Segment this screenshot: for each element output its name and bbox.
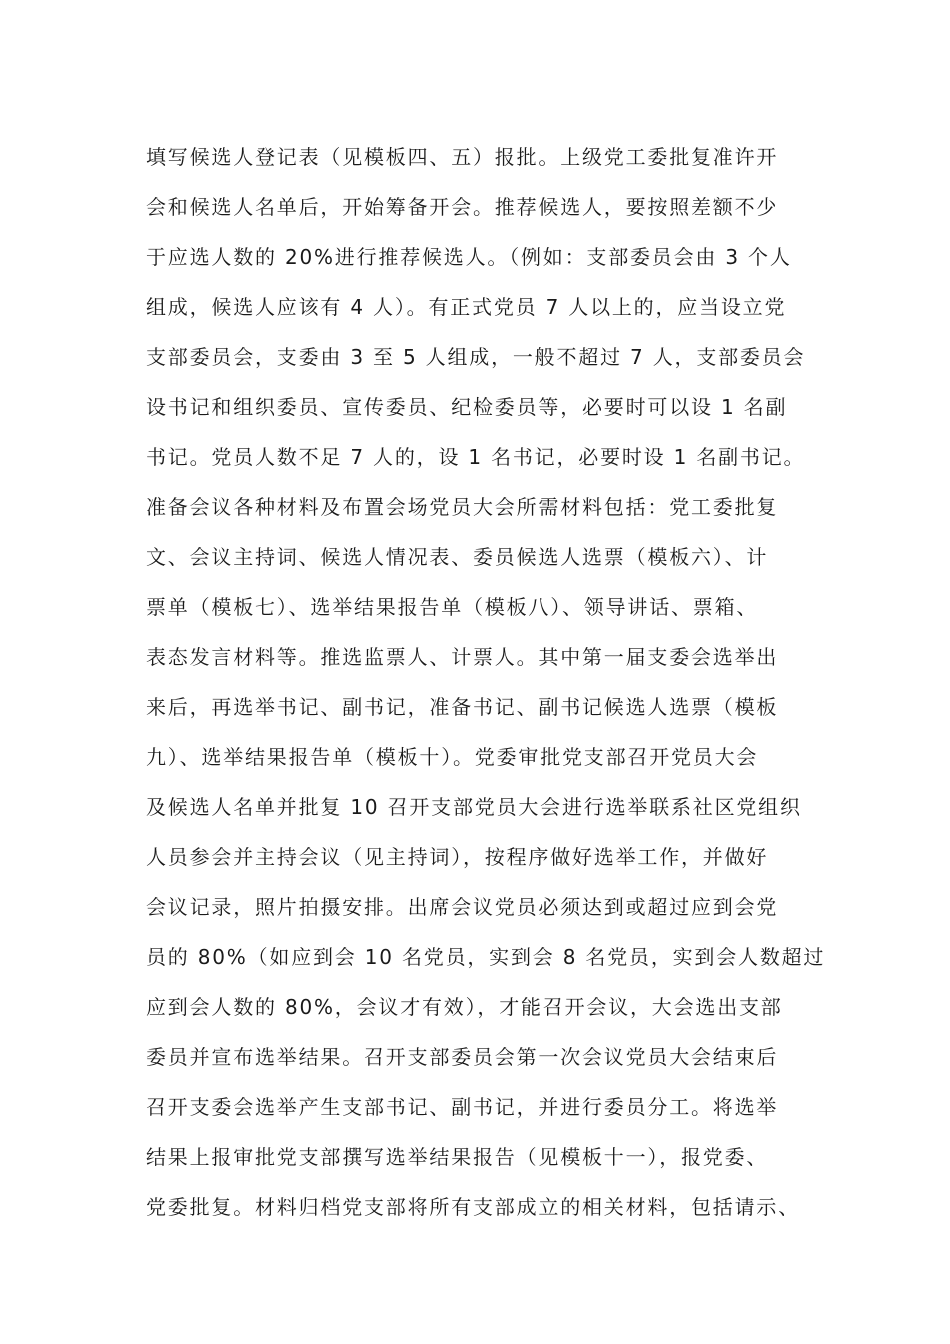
text-line: 文、会议主持词、候选人情况表、委员候选人选票（模板六）、计 [146, 545, 769, 569]
text-line: 于应选人数的 20%进行推荐候选人。（例如：支部委员会由 3 个人 [146, 245, 792, 269]
text-line: 设书记和组织委员、宣传委员、纪检委员等，必要时可以设 1 名副 [146, 395, 788, 419]
text-line: 委员并宣布选举结果。召开支部委员会第一次会议党员大会结束后 [146, 1045, 779, 1069]
text-line: 组成，候选人应该有 4 人）。有正式党员 7 人以上的，应当设立党 [146, 295, 787, 319]
text-line: 结果上报审批党支部撰写选举结果报告（见模板十一），报党委、 [146, 1145, 769, 1169]
text-line: 召开支委会选举产生支部书记、副书记，并进行委员分工。将选举 [146, 1095, 779, 1119]
text-line: 应到会人数的 80%，会议才有效），才能召开会议，大会选出支部 [146, 995, 783, 1019]
text-line: 票单（模板七）、选举结果报告单（模板八）、领导讲话、票箱、 [146, 595, 759, 619]
text-line: 九）、选举结果报告单（模板十）。党委审批党支部召开党员大会 [146, 745, 759, 769]
text-line: 会议记录，照片拍摄安排。出席会议党员必须达到或超过应到会党 [146, 895, 779, 919]
text-line: 支部委员会，支委由 3 至 5 人组成，一般不超过 7 人，支部委员会 [146, 345, 806, 369]
text-line: 填写候选人登记表（见模板四、五）报批。上级党工委批复准许开 [146, 145, 779, 169]
body-text [146, 132, 826, 1232]
text-line: 来后，再选举书记、副书记，准备书记、副书记候选人选票（模板 [146, 695, 779, 719]
text-line: 员的 80%（如应到会 10 名党员，实到会 8 名党员，实到会人数超过 [146, 945, 826, 969]
text-line: 党委批复。材料归档党支部将所有支部成立的相关材料，包括请示、 [146, 1195, 800, 1219]
text-line: 书记。党员人数不足 7 人的，设 1 名书记，必要时设 1 名副书记。 [146, 445, 806, 469]
text-line: 会和候选人名单后，开始筹备开会。推荐候选人，要按照差额不少 [146, 195, 779, 219]
text-line: 准备会议各种材料及布置会场党员大会所需材料包括：党工委批复 [146, 495, 779, 519]
text-line: 及候选人名单并批复 10 召开支部党员大会进行选举联系社区党组织 [146, 795, 802, 819]
text-line: 人员参会并主持会议（见主持词），按程序做好选举工作，并做好 [146, 845, 769, 869]
text-line: 表态发言材料等。推选监票人、计票人。其中第一届支委会选举出 [146, 645, 779, 669]
